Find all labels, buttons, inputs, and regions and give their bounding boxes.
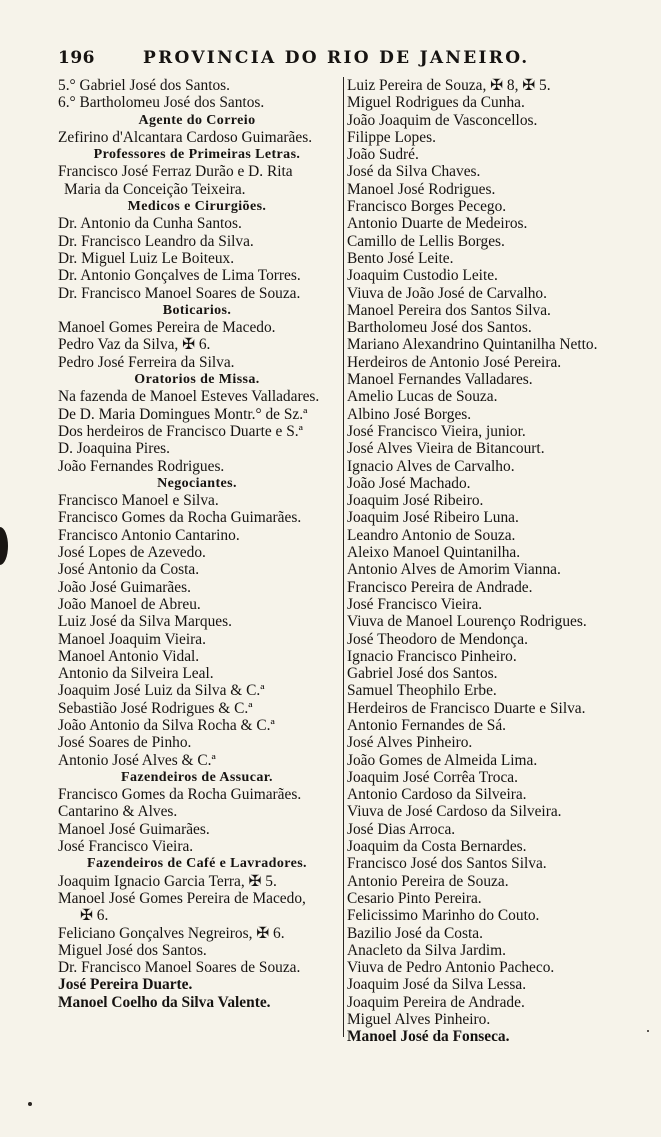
list-item: João José Guimarães. bbox=[58, 578, 191, 596]
list-item: D. Joaquina Pires. bbox=[58, 440, 170, 458]
page-number: 196 bbox=[58, 48, 95, 68]
list-item: Luiz Pereira de Souza, ✠ 8, ✠ 5. bbox=[347, 77, 551, 94]
list-item: João Manoel de Abreu. bbox=[58, 595, 201, 613]
list-item: João Gomes de Almeida Lima. bbox=[347, 751, 538, 769]
running-head: PROVINCIA DO RIO DE JANEIRO. bbox=[143, 48, 530, 68]
list-item: Antonio Fernandes de Sá. bbox=[347, 716, 507, 734]
list-item: Antonio Duarte de Medeiros. bbox=[347, 215, 528, 233]
section-heading: Professores de Primeiras Letras. bbox=[93, 147, 301, 163]
list-item: Mariano Alexandrino Quintanilha Netto. bbox=[347, 336, 598, 354]
section-heading: Boticarios. bbox=[162, 302, 232, 318]
list-item: Sebastião José Rodrigues & C.ª bbox=[58, 699, 253, 717]
list-item: Francisco Pereira de Andrade. bbox=[347, 578, 533, 596]
list-item: De D. Maria Domingues Montr.° de Sz.ª bbox=[58, 405, 308, 423]
list-item: José Francisco Vieira, junior. bbox=[347, 422, 526, 440]
list-item: Cantarino & Alves. bbox=[58, 803, 178, 821]
list-item: Bartholomeu José dos Santos. bbox=[347, 319, 532, 337]
list-item: Samuel Theophilo Erbe. bbox=[347, 682, 497, 700]
list-item: ✠ 6. bbox=[80, 907, 109, 925]
list-item: Gabriel José dos Santos. bbox=[347, 665, 498, 683]
list-item: João José Machado. bbox=[347, 474, 471, 492]
list-item: Manoel Coelho da Silva Valente. bbox=[58, 993, 271, 1011]
right-column bbox=[343, 77, 647, 1046]
list-item: Bento José Leite. bbox=[347, 249, 454, 267]
list-item: 6.° Bartholomeu José dos Santos. bbox=[58, 94, 265, 112]
list-item: Aleixo Manoel Quintanilha. bbox=[347, 544, 521, 562]
list-item: Anacleto da Silva Jardim. bbox=[347, 941, 506, 959]
list-item: Joaquim José Ribeiro Luna. bbox=[347, 509, 519, 527]
list-item: Feliciano Gonçalves Negreiros, ✠ 6. bbox=[58, 924, 285, 942]
list-item: Viuva de João José de Carvalho. bbox=[347, 284, 547, 302]
page-header bbox=[58, 48, 588, 74]
list-item: José Alves Vieira de Bitancourt. bbox=[347, 440, 545, 458]
list-item: Herdeiros de Francisco Duarte e Silva. bbox=[347, 699, 586, 717]
list-item: 5.° Gabriel José dos Santos. bbox=[58, 77, 231, 94]
list-item: Cesario Pinto Pereira. bbox=[347, 889, 482, 907]
list-item: José Soares de Pinho. bbox=[58, 734, 192, 752]
list-item: Joaquim José da Silva Lessa. bbox=[347, 976, 527, 994]
section-heading: Oratorios de Missa. bbox=[134, 372, 260, 388]
list-item: Dos herdeiros de Francisco Duarte e S.ª bbox=[58, 422, 303, 440]
list-item: Manoel Joaquim Vieira. bbox=[58, 630, 206, 648]
section-heading: Fazendeiros de Assucar. bbox=[121, 769, 273, 785]
list-item: João Joaquim de Vasconcellos. bbox=[347, 111, 538, 129]
section-heading: Medicos e Cirurgiões. bbox=[127, 199, 267, 215]
list-item: José Francisco Vieira. bbox=[347, 595, 483, 613]
list-item: Bazilio José da Costa. bbox=[347, 924, 483, 942]
list-item: Manoel José Guimarães. bbox=[58, 820, 210, 838]
list-item: Dr. Francisco Manoel Soares de Souza. bbox=[58, 959, 301, 977]
list-item: Miguel José dos Santos. bbox=[58, 941, 207, 959]
section-heading: Negociantes. bbox=[157, 475, 237, 491]
list-item: Manoel Pereira dos Santos Silva. bbox=[347, 301, 551, 319]
list-item: José Lopes de Azevedo. bbox=[58, 544, 206, 562]
list-item: Camillo de Lellis Borges. bbox=[347, 232, 505, 250]
list-item: Joaquim Pereira de Andrade. bbox=[347, 993, 525, 1011]
list-item: Leandro Antonio de Souza. bbox=[347, 526, 516, 544]
ink-blot bbox=[0, 527, 8, 565]
list-item: Francisco Gomes da Rocha Guimarães. bbox=[58, 786, 302, 804]
list-item: Maria da Conceição Teixeira. bbox=[64, 180, 246, 198]
list-item: Dr. Miguel Luiz Le Boiteux. bbox=[58, 249, 235, 267]
section-heading: Fazendeiros de Café e Lavradores. bbox=[87, 856, 307, 872]
list-item: Herdeiros de Antonio José Pereira. bbox=[347, 353, 562, 371]
list-item: Ignacio Francisco Pinheiro. bbox=[347, 647, 517, 665]
list-item: Francisco Borges Pecego. bbox=[347, 198, 507, 216]
list-item: Dr. Francisco Manoel Soares de Souza. bbox=[58, 284, 301, 302]
list-item: Antonio Pereira de Souza. bbox=[347, 872, 509, 890]
list-item: Manoel José Rodrigues. bbox=[347, 180, 496, 198]
list-item: Francisco José Ferraz Durão e D. Rita bbox=[58, 163, 293, 181]
list-item: Manoel Fernandes Valladares. bbox=[347, 371, 533, 389]
list-item: Antonio da Silveira Leal. bbox=[58, 665, 214, 683]
list-item: Francisco José dos Santos Silva. bbox=[347, 855, 547, 873]
list-item: Francisco Antonio Cantarino. bbox=[58, 526, 240, 544]
list-item: Joaquim Custodio Leite. bbox=[347, 267, 498, 285]
list-item: Manoel José Gomes Pereira de Macedo, bbox=[58, 889, 306, 907]
list-item: Joaquim Ignacio Garcia Terra, ✠ 5. bbox=[58, 872, 277, 890]
list-item: Joaquim José Ribeiro. bbox=[347, 492, 484, 510]
section-heading: Agente do Correio bbox=[138, 112, 256, 128]
list-item: José Francisco Vieira. bbox=[58, 838, 194, 856]
list-item: Filippe Lopes. bbox=[347, 128, 436, 146]
ink-speck bbox=[647, 1030, 649, 1032]
list-item: Pedro José Ferreira da Silva. bbox=[58, 353, 235, 371]
list-item: Viuva de José Cardoso da Silveira. bbox=[347, 803, 562, 821]
list-item: José da Silva Chaves. bbox=[347, 163, 481, 181]
list-item: Antonio Alves de Amorim Vianna. bbox=[347, 561, 561, 579]
list-item: João Antonio da Silva Rocha & C.ª bbox=[58, 716, 275, 734]
list-item: Luiz José da Silva Marques. bbox=[58, 613, 232, 631]
list-item: Na fazenda de Manoel Esteves Valladares. bbox=[58, 388, 320, 406]
list-item: Manoel Gomes Pereira de Macedo. bbox=[58, 319, 276, 337]
list-item: Ignacio Alves de Carvalho. bbox=[347, 457, 515, 475]
list-item: Antonio Cardoso da Silveira. bbox=[347, 786, 527, 804]
list-item: Antonio José Alves & C.ª bbox=[58, 751, 216, 769]
list-item: Dr. Francisco Leandro da Silva. bbox=[58, 232, 254, 250]
list-item: Viuva de Manoel Lourenço Rodrigues. bbox=[347, 613, 587, 631]
list-item: João Sudré. bbox=[347, 146, 419, 164]
list-item: Joaquim José Luiz da Silva & C.ª bbox=[58, 682, 265, 700]
list-item: Joaquim José Corrêa Troca. bbox=[347, 768, 518, 786]
list-item: Dr. Antonio da Cunha Santos. bbox=[58, 215, 242, 233]
list-item: Miguel Alves Pinheiro. bbox=[347, 1011, 491, 1029]
list-item: José Dias Arroca. bbox=[347, 820, 456, 838]
left-column bbox=[58, 77, 336, 1011]
list-item: José Pereira Duarte. bbox=[58, 976, 193, 994]
list-item: Amelio Lucas de Souza. bbox=[347, 388, 498, 406]
list-item: Felicissimo Marinho do Couto. bbox=[347, 907, 540, 925]
list-item: José Antonio da Costa. bbox=[58, 561, 200, 579]
list-item: Miguel Rodrigues da Cunha. bbox=[347, 94, 525, 112]
list-item: Viuva de Pedro Antonio Pacheco. bbox=[347, 959, 555, 977]
ink-speck bbox=[28, 1102, 32, 1106]
list-item: Manoel José da Fonseca. bbox=[347, 1028, 510, 1046]
list-item: José Theodoro de Mendonça. bbox=[347, 630, 528, 648]
list-item: João Fernandes Rodrigues. bbox=[58, 457, 225, 475]
list-item: Pedro Vaz da Silva, ✠ 6. bbox=[58, 336, 211, 354]
list-item: Francisco Gomes da Rocha Guimarães. bbox=[58, 509, 302, 527]
list-item: José Alves Pinheiro. bbox=[347, 734, 473, 752]
list-item: Albino José Borges. bbox=[347, 405, 472, 423]
list-item: Francisco Manoel e Silva. bbox=[58, 492, 219, 510]
list-item: Joaquim da Costa Bernardes. bbox=[347, 838, 527, 856]
list-item: Zefirino d'Alcantara Cardoso Guimarães. bbox=[58, 128, 313, 146]
list-item: Dr. Antonio Gonçalves de Lima Torres. bbox=[58, 267, 301, 285]
list-item: Manoel Antonio Vidal. bbox=[58, 647, 200, 665]
